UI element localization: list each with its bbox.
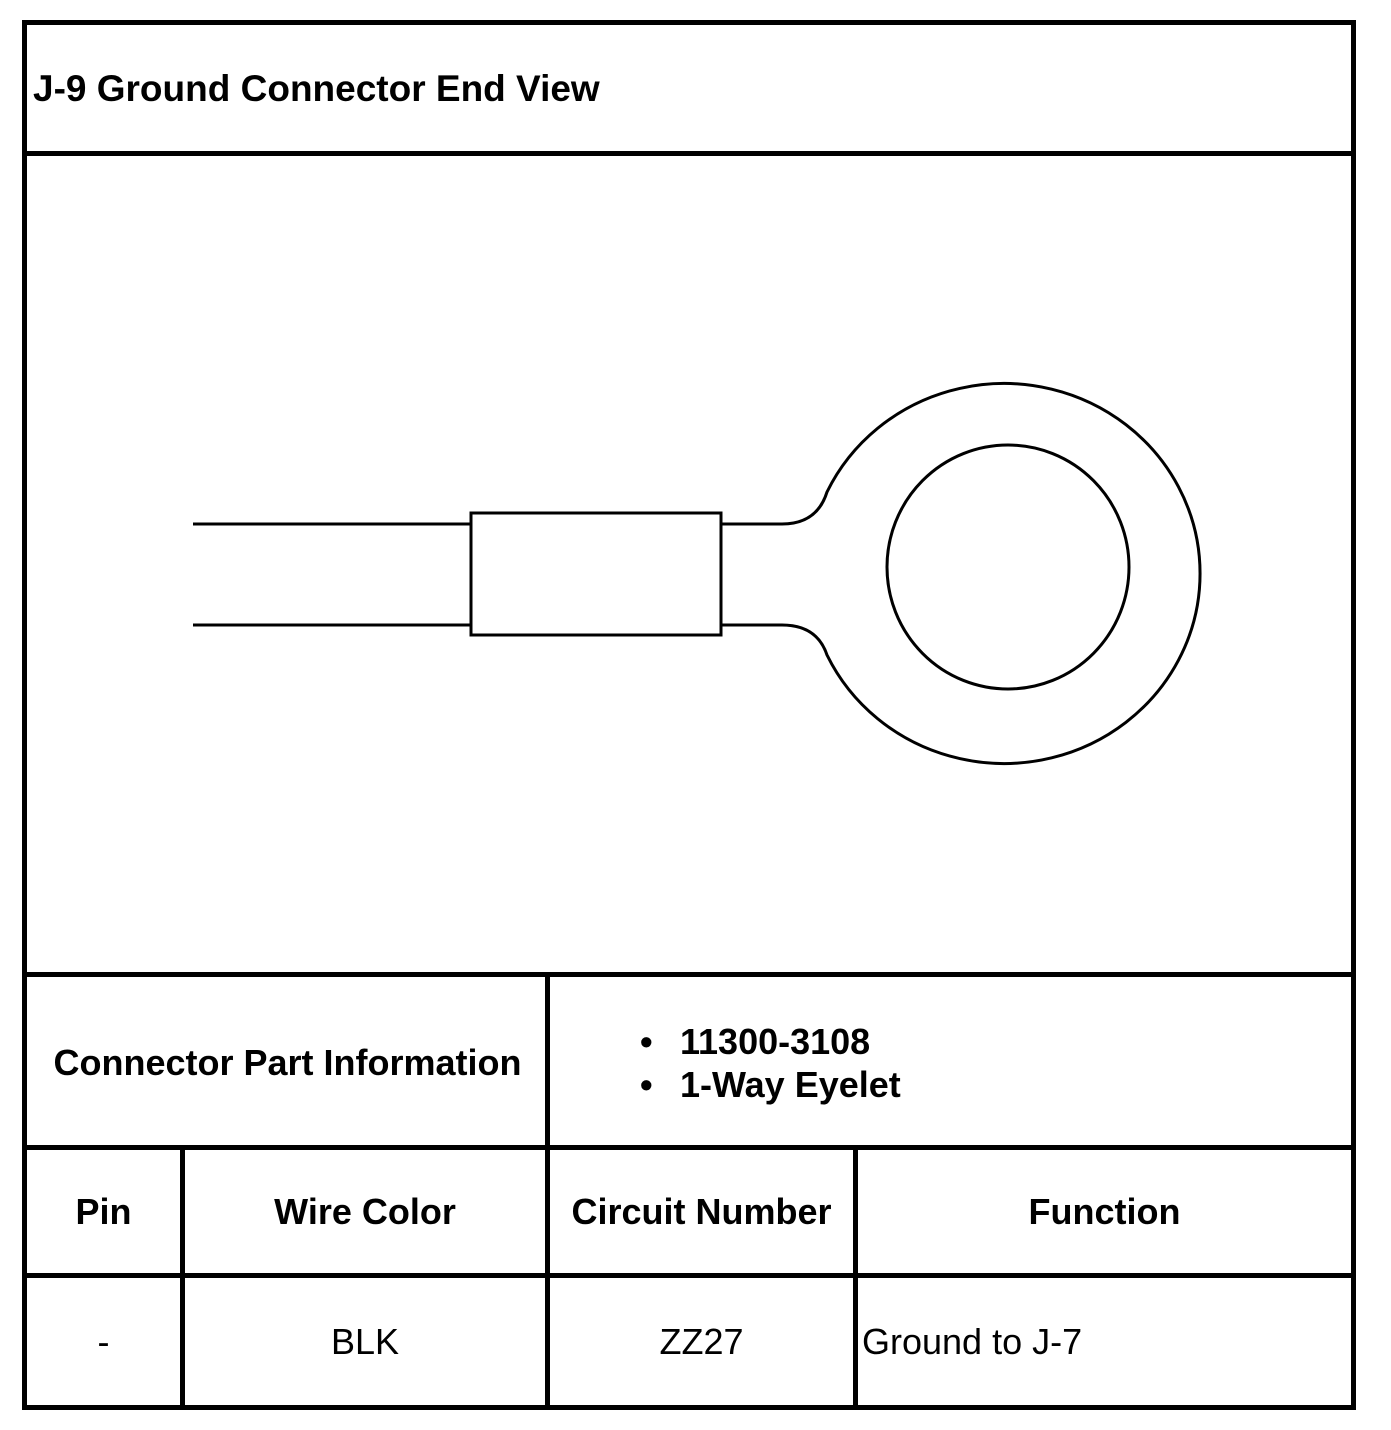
cell-pin: - — [97, 1320, 110, 1362]
cell-circuit-number: ZZ27 — [659, 1320, 744, 1362]
bullet-icon: • — [640, 1020, 653, 1062]
header-function: Function — [1028, 1190, 1181, 1232]
part-description: 1-Way Eyelet — [680, 1063, 901, 1105]
connector-info-list — [640, 1020, 901, 1106]
header-circuit-number: Circuit Number — [571, 1190, 832, 1232]
drawing-divider — [22, 972, 1356, 977]
list-item — [640, 1063, 901, 1106]
cell-function: Ground to J-7 — [862, 1320, 1083, 1362]
header-pin: Pin — [75, 1190, 132, 1232]
cell-wire-color: BLK — [330, 1320, 400, 1362]
eyelet-ring-inner — [887, 445, 1129, 689]
bullet-icon: • — [640, 1063, 653, 1105]
crimp-barrel — [471, 513, 721, 635]
list-item — [640, 1020, 901, 1063]
page-title: J-9 Ground Connector End View — [33, 68, 600, 109]
header-wire-color: Wire Color — [274, 1190, 456, 1232]
eyelet-terminal-drawing — [27, 157, 1351, 972]
part-number: 11300-3108 — [680, 1020, 871, 1062]
connector-info-label: Connector Part Information — [53, 1041, 522, 1083]
